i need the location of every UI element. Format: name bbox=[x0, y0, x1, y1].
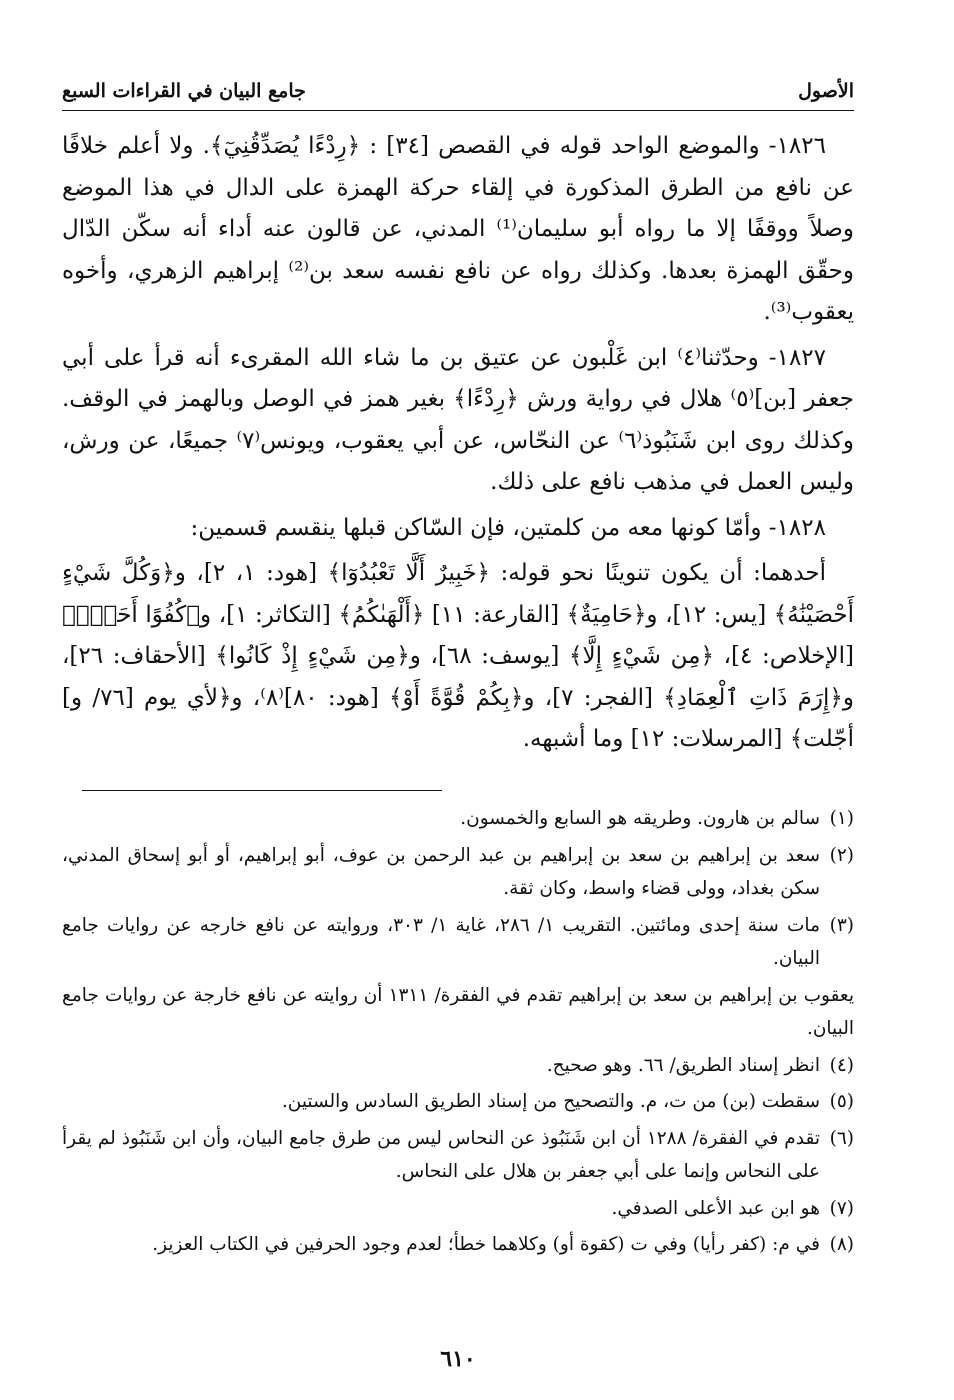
footnote-number: (٥) bbox=[829, 1091, 854, 1112]
footnote-3 bbox=[62, 909, 854, 976]
footnote-number: (٧) bbox=[829, 1197, 854, 1219]
footnote-text: سعد بن إبراهيم بن سعد بن إبراهيم بن عبد الرحمن بن عوف، أبو إبراهيم، أو أبو إسحاق المدني، سكن بغداد، وولى قضاء واسط، وكان ثقة. bbox=[62, 844, 820, 899]
paragraph-1826: ١٨٢٦- والموضع الواحد قوله في القصص [٣٤] : ﴿رِدْءًا يُصَدِّقُنِيٓ﴾. ولا أعلم خلافًا عن نافع من الطرق المذكورة في إلقاء حركة الهمزة على الدال في هذا الموضع وصلاً ووقفًا إلا ما رواه أبو سليمان⁽¹⁾ المدني، عن قالون عنه أداء أنه سكّن الدّال وحقّق الهمزة بعدها. وكذلك رواه عن نافع نفسه سعد بن⁽²⁾ إبراهيم الزهري، وأخوه يعقوب⁽³⁾. bbox=[62, 133, 855, 325]
footnote-4 bbox=[62, 1049, 854, 1083]
footnote-number: (٣) bbox=[829, 914, 854, 936]
footnote-6 bbox=[62, 1122, 854, 1189]
footnote-separator bbox=[82, 790, 442, 791]
footnote-text: انظر إسناد الطريق/ ٦٦. وهو صحيح. bbox=[546, 1054, 820, 1076]
footnote-number: (٨) bbox=[829, 1234, 854, 1255]
main-text bbox=[62, 126, 854, 765]
running-header bbox=[62, 76, 854, 106]
paragraph-1827: ١٨٢٧- وحدّثنا⁽٤⁾ ابن غَلْبون عن عتيق بن ما شاء الله المقرىء أنه قرأ على أبي جعفر [بن]⁽٥⁾ هلال في رواية ورش ﴿رِدْءًا﴾ بغير همز في الوصل وبالهمز في الوقف. وكذلك روى ابن شَنَبُوذ⁽٦⁾ عن النحّاس، عن أبي يعقوب، ويونس⁽٧⁾ جميعًا، عن ورش، وليس العمل في مذهب نافع على ذلك. bbox=[62, 344, 854, 495]
footnote-5 bbox=[62, 1085, 854, 1119]
footnote-1 bbox=[62, 802, 854, 836]
header-rule bbox=[62, 110, 854, 111]
footnote-text: سقطت (بن) من ت، م. والتصحيح من إسناد الطريق السادس والستين. bbox=[281, 1091, 820, 1112]
footnote-number: (٤) bbox=[829, 1054, 854, 1076]
book-page bbox=[62, 0, 854, 1400]
book-title: جامع البيان في القراءات السبع bbox=[62, 80, 306, 102]
footnote-text: هو ابن عبد الأعلى الصدفي. bbox=[611, 1197, 820, 1219]
footnote-7 bbox=[62, 1192, 854, 1226]
footnote-text: سالم بن هارون. وطريقه هو السابع والخمسون. bbox=[460, 808, 820, 829]
paragraph-first-kind: أحدهما: أن يكون تنوينًا نحو قوله: ﴿خَبِيرٌ أَلَّا تَعْبُدُوٓا﴾ [هود: ١، ٢]، و﴿وَكُلَّ شَيْءٍ أَحْصَيْنَٰهُ﴾ [يس: ١٢]، و﴿حَامِيَةٌ﴾ [القارعة: ١١] ﴿أَلْهَىٰكُمُ﴾ [التكاثر: ١]، و﴿كُفُوًا أَحَدٌۢ﴾ [الإخلاص: ٤]، ﴿مِن شَيْءٍ إِلَّا﴾ [يوسف: ٦٨]، و﴿مِن شَيْءٍ إِذْ كَانُوا﴾ [الأحقاف: ٢٦]، و﴿إِرَمَ ذَاتِ ٱلْعِمَادِ﴾ [الفجر: ٧]، و﴿بِكُمْ قُوَّةً أَوْ﴾ [هود: ٨٠]⁽٨⁾، و﴿لأي يوم [٧٦/ و] أجّلت﴾ [المرسلات: ١٢] وما أشبهه. bbox=[62, 560, 855, 752]
footnote-text: تقدم في الفقرة/ ١٢٨٨ أن ابن شَنَبُوذ عن النحاس ليس من طرق جامع البيان، وأن ابن شَنَبُوذ لم يقرأ على النحاس وإنما على أبي جعفر بن هلال على النحاس. bbox=[62, 1127, 820, 1182]
footnote-number: (٦) bbox=[829, 1127, 854, 1149]
footnote-text: يعقوب بن إبراهيم بن سعد بن إبراهيم تقدم في الفقرة/ ١٣١١ أن روايته عن نافع خارجة عن روايات جامع البيان. bbox=[62, 984, 854, 1039]
footnote-number: (١) bbox=[829, 808, 854, 829]
footnote-number: (٢) bbox=[829, 844, 854, 866]
page-number: ٦١٠ bbox=[440, 1346, 476, 1372]
footnote-2 bbox=[62, 839, 854, 906]
footnote-3-continued bbox=[62, 979, 854, 1046]
footnotes bbox=[62, 802, 854, 1265]
paragraph-1828: ١٨٢٨- وأمّا كونها معه من كلمتين، فإن السّاكن قبلها ينقسم قسمين: bbox=[190, 514, 826, 541]
section-title: الأصول bbox=[798, 80, 854, 102]
footnote-8 bbox=[62, 1228, 854, 1262]
footnote-text: في م: (كفر رأيا) وفي ت (كقوة أو) وكلاهما خطأ؛ لعدم وجود الحرفين في الكتاب العزيز. bbox=[152, 1234, 820, 1255]
footnote-text: مات سنة إحدى ومائتين. التقريب ١/ ٢٨٦، غاية ١/ ٣٠٣، وروايته عن نافع خارجه عن روايات جامع البيان. bbox=[62, 914, 820, 969]
